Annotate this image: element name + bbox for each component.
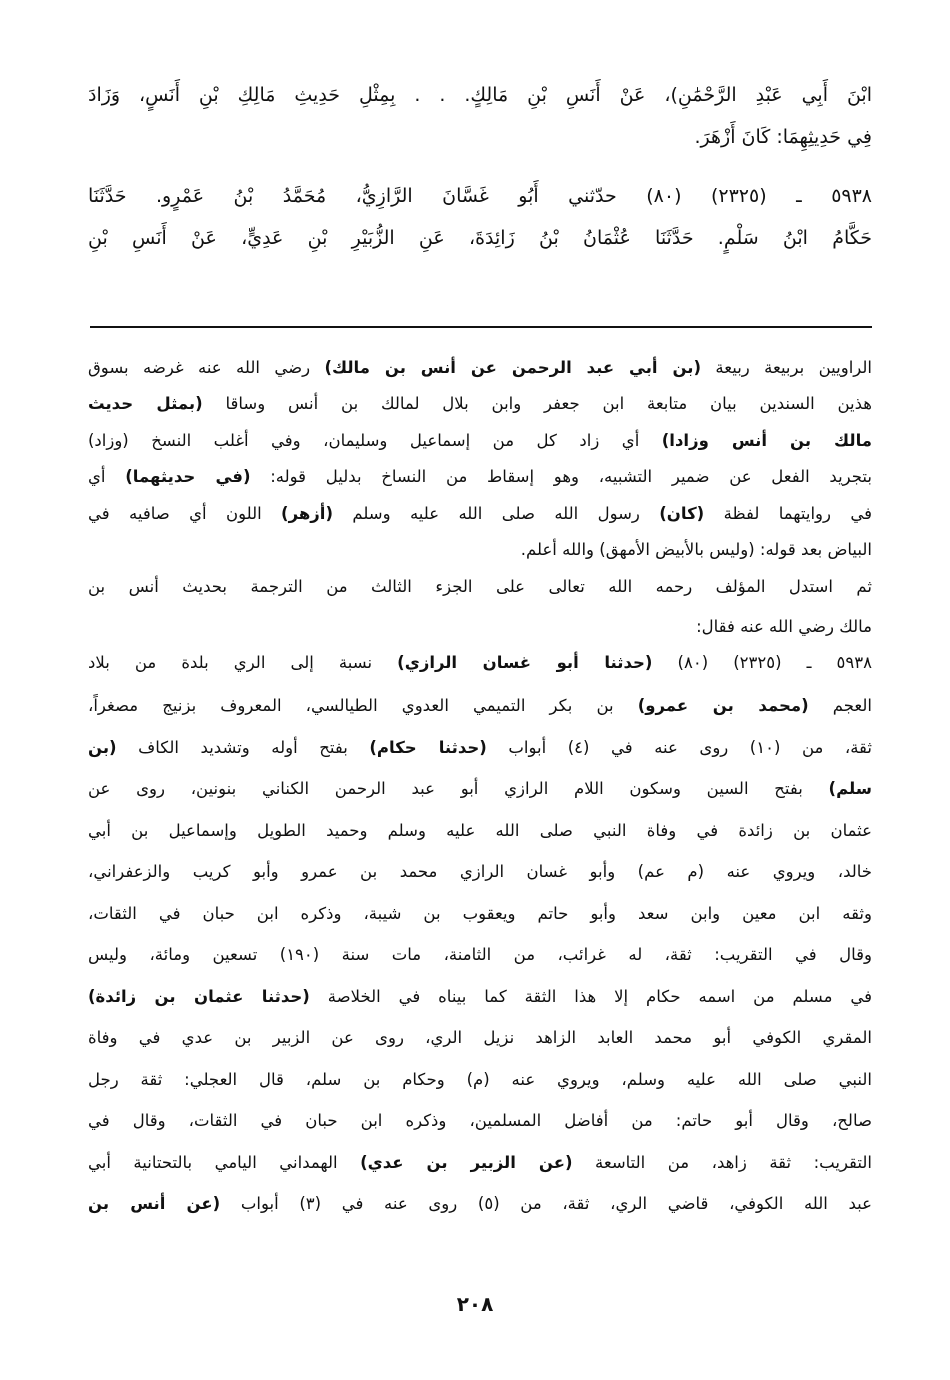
commentary-line: [88, 772, 872, 806]
bold-quoted-text: (حدثنا عثمان بن زائدة): [88, 986, 310, 1006]
bold-quoted-text: (أزهر): [281, 504, 333, 523]
hadith-line: [88, 221, 872, 255]
text-segment: ثم استدل المؤلف رحمه الله تعالى على الجزء الثالث من الترجمة بحديث أنس بن: [88, 577, 872, 596]
commentary-line: [88, 1146, 872, 1180]
bold-quoted-text: مالك بن أنس وزادا): [661, 431, 872, 450]
commentary-line: [88, 460, 872, 494]
commentary-line: [88, 351, 872, 385]
text-segment: الراويين بربيعة ربيعة: [701, 358, 873, 377]
text-segment: ٥٩٣٨ ـ (٢٣٢٥) (٨٠): [652, 653, 872, 672]
commentary-line: [88, 1063, 872, 1097]
text-segment: اللون أي صافيه في: [88, 504, 282, 523]
text-segment: أي: [88, 467, 126, 486]
bold-quoted-text: (محمد بن عمرو): [637, 696, 809, 715]
text-segment: بن بكر التميمي العدوي الطيالسي، المعروف بزنيج مصغراً،: [88, 696, 638, 715]
commentary-line: [88, 1021, 872, 1055]
bold-quoted-text: (عن الزبير بن عدي): [360, 1152, 573, 1172]
text-segment: ابْنَ أَبِي عَبْدِ الرَّحْمَٰنِ)، عَنْ أَنَسِ بْنِ مَالِكٍ. . . بِمِثْلِ حَدِيثِ مَالِكِ بْنِ أَنَسٍ، وَزَادَ: [88, 84, 872, 106]
text-segment: ثقة، من (١٠) روى عنه في (٤) أبواب: [486, 737, 872, 757]
commentary-line: [88, 533, 872, 567]
hadith-line: [88, 120, 872, 154]
bold-quoted-text: (كان): [659, 504, 705, 523]
commentary-line: [88, 814, 872, 848]
bold-quoted-text: (بن: [88, 737, 117, 757]
bold-quoted-text: (عن أنس بن: [88, 1194, 221, 1213]
text-segment: خالد، ويروي عنه (م عم) وأبو غسان الرازي محمد بن عمرو وأبو كريب والزعفراني،: [88, 862, 872, 881]
commentary-line: [88, 424, 872, 458]
commentary-line: [88, 980, 872, 1014]
text-segment: في روايتهما لفظة: [704, 504, 872, 523]
hadith-line: [88, 78, 872, 112]
commentary-line: [88, 610, 872, 644]
text-segment: البياض بعد قوله: (وليس بالأبيض الأمهق) والله أعلم.: [520, 540, 872, 559]
text-segment: الهمداني اليامي بالتحتانية أبي: [88, 1152, 361, 1172]
text-segment: أي زاد كل من إسماعيل وسليمان، وفي أغلب النسخ (وزاد): [88, 431, 662, 450]
bold-quoted-text: (في حديثهما): [125, 467, 251, 486]
text-segment: وثقه ابن معين وابن سعد وأبو حاتم ويعقوب بن شيبة، وذكره ابن حبان في الثقات،: [88, 903, 872, 923]
text-segment: فِي حَدِيثِهِمَا: كَانَ أَزْهَرَ.: [694, 126, 872, 148]
commentary-line: [88, 855, 872, 889]
commentary-line: [88, 897, 872, 931]
text-segment: العجم: [808, 696, 872, 715]
bold-quoted-text: (بمثل حديث: [88, 394, 203, 413]
text-segment: بتجريد الفعل عن ضمير التشبيه، وهو إسقاط من النساخ بدليل قوله:: [250, 467, 873, 486]
text-segment: ٥٩٣٨ ـ (٢٣٢٥) (٨٠) حدّثني أَبُو غَسَّانَ الرَّازِيُّ، مُحَمَّدُ بْنُ عَمْرٍو. حَدَّثَنَا: [88, 185, 873, 207]
page-number: ٢٠٨: [456, 1292, 494, 1316]
text-segment: بفتح السين وسكون اللام الرازي أبو عبد الرحمن الكناني بنونين، روى عن: [88, 779, 829, 798]
commentary-line: [88, 387, 872, 421]
hadith-line: [88, 179, 872, 213]
commentary-line: [88, 689, 872, 723]
text-segment: التقريب: ثقة زاهد، من التاسعة: [572, 1152, 872, 1172]
commentary-line: [88, 938, 872, 972]
text-segment: وقال في التقريب: ثقة، له غرائب، من الثامنة، مات سنة (١٩٠) تسعين ومائة، وليس: [88, 945, 872, 964]
bold-quoted-text: (حدثنا حكام): [369, 737, 487, 757]
text-segment: النبي صلى الله عليه وسلم، ويروي عنه (م) وحكام بن سلم، قال العجلي: ثقة رجل: [88, 1069, 872, 1089]
footnote-divider: [90, 326, 872, 328]
text-segment: بفتح أوله وتشديد الكاف: [116, 737, 370, 757]
text-segment: نسبة إلى الري بلدة من بلاد: [88, 653, 398, 672]
text-segment: حَكَّامُ ابْنُ سَلْمٍ. حَدَّثَنَا عُثْمَانُ بْنُ زَائِدَةَ، عَنِ الزُّبَيْرِ بْنِ عَدِيٍّ، عَنْ أَنَسِ بْنِ: [88, 227, 872, 249]
bold-quoted-text: (حدثنا أبو غسان الرازي): [397, 653, 653, 672]
text-segment: رضي الله عنه غرضه بسوق: [88, 358, 325, 377]
text-segment: في مسلم من اسمه حكام إلا هذا الثقة كما بيناه في الخلاصة: [309, 986, 872, 1006]
commentary-line: [88, 1104, 872, 1138]
text-segment: رسول الله صلى الله عليه وسلم: [333, 504, 660, 523]
commentary-line: [88, 1187, 872, 1221]
commentary-line: [88, 570, 872, 604]
commentary-line: [88, 646, 872, 680]
bold-quoted-text: سلم): [828, 779, 872, 798]
text-segment: مالك رضي الله عنه فقال:: [696, 617, 872, 636]
text-segment: صالح، وقال أبو حاتم: من أفاضل المسلمين، وذكره ابن حبان في الثقات، وقال في: [88, 1111, 872, 1130]
text-segment: المقري الكوفي أبو محمد العابد الزاهد نزيل الري، روى عن الزبير بن عدي في وفاة: [88, 1028, 872, 1047]
bold-quoted-text: (بن أبي عبد الرحمن عن أنس بن مالك): [324, 358, 702, 377]
commentary-line: [88, 497, 872, 531]
text-segment: هذين السندين بيان متابعة ابن جعفر وابن بلال لمالك بن أنس وساقا: [202, 394, 873, 413]
text-segment: عثمان بن زائدة في وفاة النبي صلى الله عليه وسلم وحميد الطويل وإسماعيل بن أبي: [88, 820, 872, 840]
commentary-line: [88, 731, 872, 765]
text-segment: عبد الله الكوفي، قاضي الري، ثقة، من (٥) روى عنه في (٣) أبواب: [220, 1194, 873, 1213]
